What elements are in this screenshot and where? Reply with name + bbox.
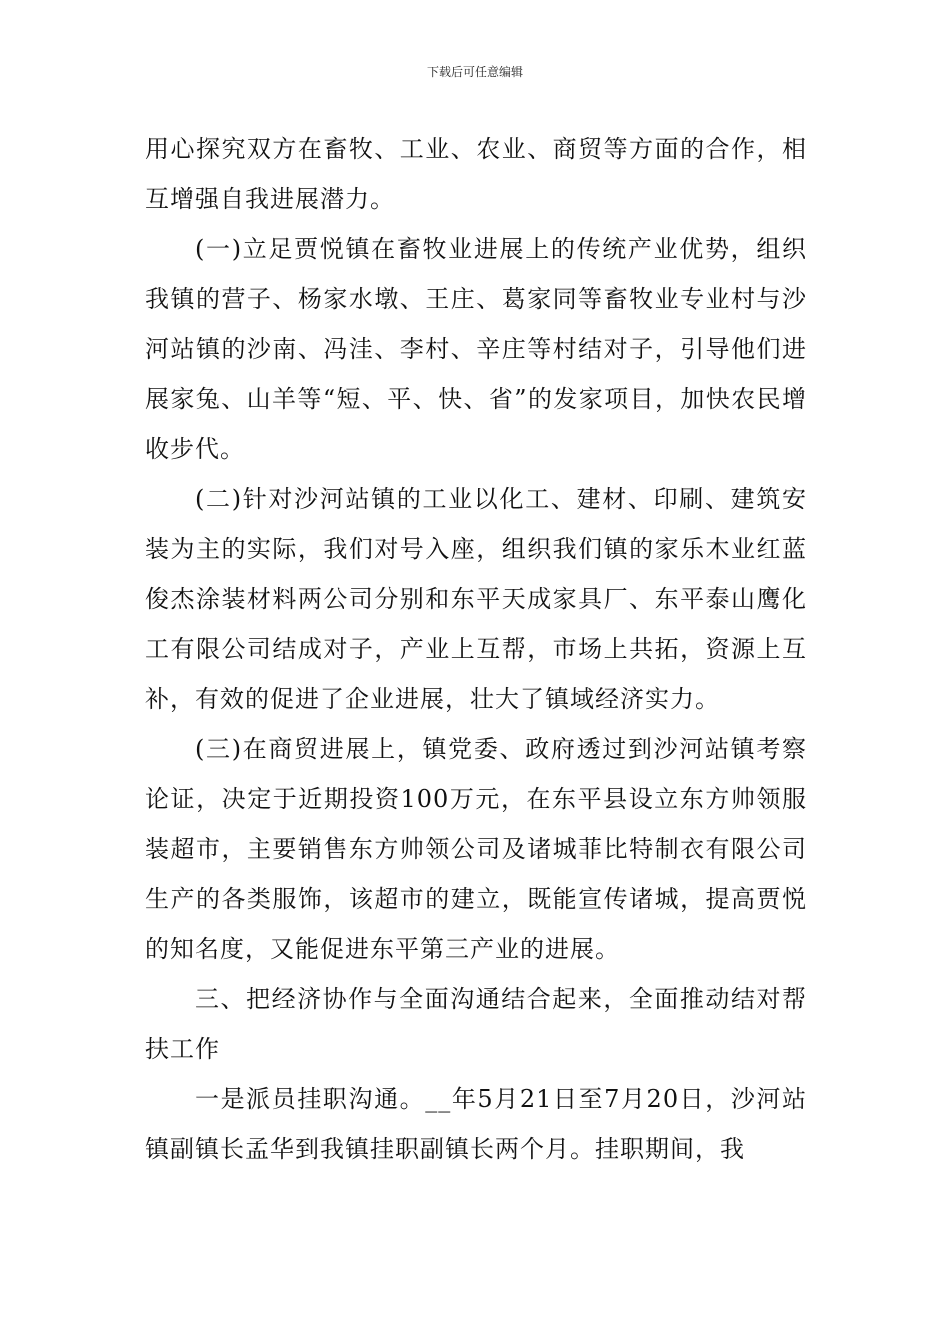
paragraph-4: (三)在商贸进展上，镇党委、政府透过到沙河站镇考察论证，决定于近期投资100万元，在东平县设立东方帅领服装超市，主要销售东方帅领公司及诸城菲比特制衣有限公司生产的各类服饰，该超市的建立，既能宣传诸城，提高贾悦的知名度，又能促进东平第三产业的进展。 <box>145 735 807 963</box>
page-header: 下载后可任意编辑 <box>426 65 523 79</box>
paragraph-2: (一)立足贾悦镇在畜牧业进展上的传统产业优势，组织我镇的营子、杨家水墩、王庄、葛家同等畜牧业专业村与沙河站镇的沙南、冯洼、李村、辛庄等村结对子，引导他们进展家兔、山羊等“短、平、快、省”的发家项目，加快农民增收步代。 <box>145 235 807 463</box>
document-body <box>145 124 807 1174</box>
paragraph-5: 一是派员挂职沟通。__年5月21日至7月20日，沙河站镇副镇长孟华到我镇挂职副镇长两个月。挂职期间，我 <box>145 1085 807 1163</box>
paragraph-1: 用心探究双方在畜牧、工业、农业、商贸等方面的合作，相互增强自我进展潜力。 <box>145 135 807 213</box>
paragraph-3: (二)针对沙河站镇的工业以化工、建材、印刷、建筑安装为主的实际，我们对号入座，组织我们镇的家乐木业红蓝俊杰涂装材料两公司分别和东平天成家具厂、东平泰山鹰化工有限公司结成对子，产业上互帮，市场上共拓，资源上互补，有效的促进了企业进展，壮大了镇域经济实力。 <box>145 485 807 713</box>
section-heading-3: 三、把经济协作与全面沟通结合起来，全面推动结对帮扶工作 <box>145 985 807 1063</box>
